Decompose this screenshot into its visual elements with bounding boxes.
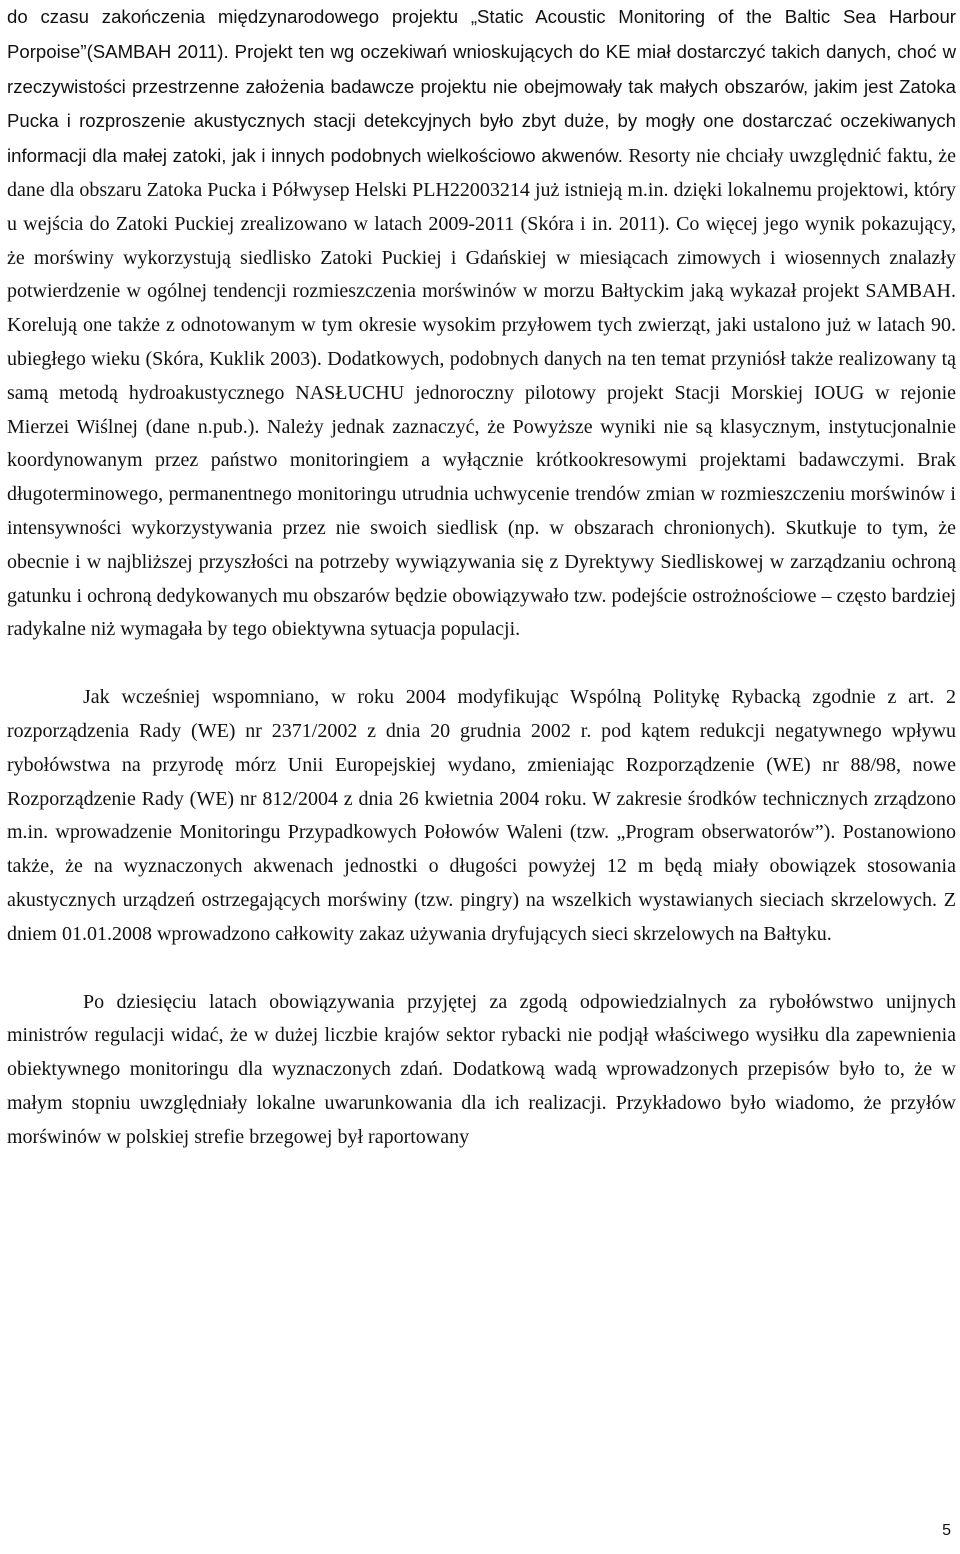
paragraph-continued bbox=[7, 0, 956, 647]
paragraph-spacer bbox=[7, 647, 956, 681]
paragraph-segment: Co więcej jego wynik pokazujący, że morświny wykorzystują siedlisko Zatoki Puckiej i Gdańskiej w miesiącach zimowych i wiosennych znalazły potwierdzenie w ogólnej tendencji rozmieszczenia morświnów w morzu Bałtyckim jaką wykazał projekt SAMBAH. Korelują one także z odnotowanym w tym okresie wysokim przyłowem tych zwierząt, jaki ustalono już w latach 90. ubiegłego wieku (Skóra, Kuklik 2003). bbox=[7, 212, 956, 370]
paragraph-spacer bbox=[7, 952, 956, 986]
page-number: 5 bbox=[942, 1522, 951, 1539]
paragraph-assessment: Po dziesięciu latach obowiązywania przyjętej za zgodą odpowiedzialnych za rybołówstwo unijnych ministrów regulacji widać, że w dużej liczbie krajów sektor rybacki nie podjął właściwego wysiłku dla zapewnienia obiektywnego monitoringu dla wyznaczonych zdań. Dodatkową wadą wprowadzonych przepisów było to, że w małym stopniu uwzględniały lokalne uwarunkowania dla ich realizacji. Przykładowo było wiadomo, że przyłów morświnów w polskiej strefie brzegowej był raportowany bbox=[7, 990, 956, 1148]
paragraph-segment: Resorty nie chciały uwzględnić faktu, że dane dla obszaru Zatoka Pucka i Półwysep Helski PLH22003214 już istnieją m.in. dzięki lokalnemu projektowi, który u wejścia do Zatoki Puckiej zrealizowano w latach 2009-2011 (Skóra i in. 2011). bbox=[7, 145, 956, 235]
paragraph-segment: do czasu zakończenia międzynarodowego projektu „Static Acoustic Monitoring of the Baltic Sea Harbour Porpoise”(SAMBAH 2011). Projekt ten wg oczekiwań wnioskujących do KE miał dostarczyć takich danych, choć w rzeczywistości przestrzenne założenia badawcze projektu nie obejmowały tak małych obszarów, jakim jest Zatoka Pucka i rozproszenie akustycznych stacji detekcyjnych było zbyt duże, by mogły one dostarczać oczekiwanych informacji dla małej zatoki, jak i innych podobnych wielkościowo akwenów. bbox=[7, 6, 956, 167]
paragraph-segment: Dodatkowych, podobnych danych na ten temat przyniósł także realizowany tą samą metodą hydroakustycznego NASŁUCHU jednoroczny pilotowy projekt Stacji Morskiej IOUG w rejonie Mierzei Wiślnej (dane n.pub.). Należy jednak zaznaczyć, że Powyższe wyniki nie są klasycznym, instytucjonalnie koordynowanym przez państwo monitoringiem a wyłącznie krótkookresowymi projektami badawczymi. Brak długoterminowego, permanentnego monitoringu utrudnia uchwycenie trendów zmian w rozmieszczeniu morświnów i intensywności wykorzystywania przez nie swoich siedlisk (np. w obszarach chronionych). Skutkuje to tym, że obecnie i w najbliższej przyszłości na potrzeby wywiązywania się z Dyrektywy Siedliskowej w zarządzaniu ochroną gatunku i ochroną dedykowanych mu obszarów będzie obowiązywało tzw. podejście ostrożnościowe – często bardziej radykalne niż wymagała by tego obiektywna sytuacja populacji. bbox=[7, 347, 957, 641]
paragraph-regulation: Jak wcześniej wspomniano, w roku 2004 modyfikując Wspólną Politykę Rybacką zgodnie z art. 2 rozporządzenia Rady (WE) nr 2371/2002 z dnia 20 grudnia 2002 r. pod kątem redukcji negatywnego wpływu rybołówstwa na przyrodę mórz Unii Europejskiej wydano, zmieniając Rozporządzenie (WE) nr 88/98, nowe Rozporządzenie Rady (WE) nr 812/2004 z dnia 26 kwietnia 2004 roku. W zakresie środków technicznych zrządzono m.in. wprowadzenie Monitoringu Przypadkowych Połowów Waleni (tzw. „Program obserwatorów”). Postanowiono także, że na wyznaczonych akwenach jednostki o długości powyżej 12 m będą miały obowiązek stosowania akustycznych urządzeń ostrzegających morświny (tzw. pingry) na wszelkich wystawianych sieciach skrzelowych. Z dniem 01.01.2008 wprowadzono całkowity zakaz używania dryfujących sieci skrzelowych na Bałtyku. bbox=[7, 686, 956, 945]
document-page bbox=[7, 0, 956, 1155]
